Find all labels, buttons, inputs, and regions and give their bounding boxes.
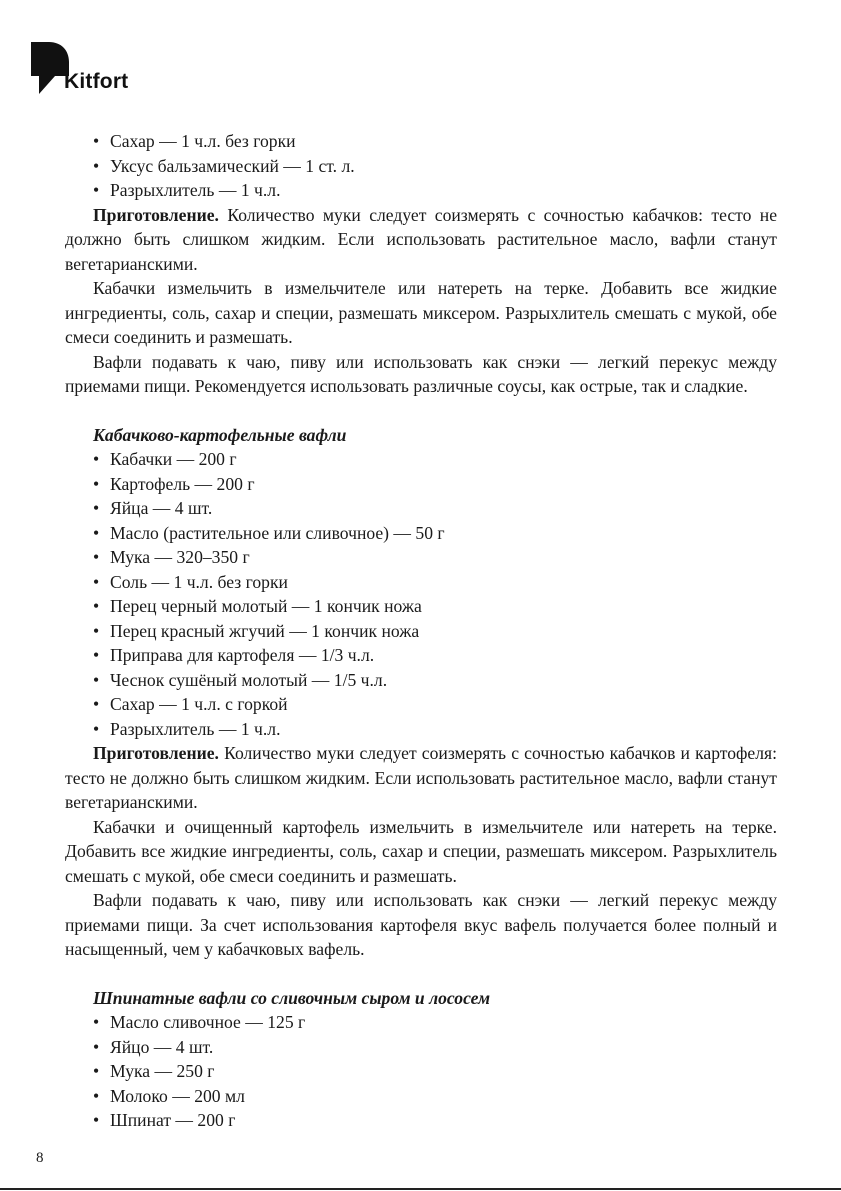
prep-label: Приготовление.: [93, 743, 219, 763]
paragraph: Кабачки и очищенный картофель измельчить в измельчителе или натереть на терке. Добавить все жидкие ингредиенты, соль, сахар и специи, размешать миксером. Разрыхлитель смешать с мукой, обе смеси соединить и размешать.: [65, 816, 777, 886]
recipe-title: Кабачково-картофельные вафли: [93, 424, 347, 445]
list-item: • Перец красный жгучий — 1 кончик ножа: [93, 620, 420, 641]
list-item: • Разрыхлитель — 1 ч.л.: [93, 718, 281, 739]
list-item: • Чеснок сушёный молотый — 1/5 ч.л.: [93, 669, 388, 690]
preparation-paragraph: Приготовление. Количество муки следует соизмерять с сочностью кабачков и картофеля: тесто не должно быть слишком жидким. Если использовать растительное масло, вафли станут вегетарианскими.: [65, 743, 777, 812]
list-item: • Соль — 1 ч.л. без горки: [93, 571, 288, 592]
list-item: • Уксус бальзамический — 1 ст. л.: [93, 155, 355, 176]
bottom-rule: [0, 1188, 841, 1190]
preparation-paragraph: Приготовление. Количество муки следует соизмерять с сочностью кабачков: тесто не должно быть слишком жидким. Если использовать растительное масло, вафли станут вегетарианскими.: [65, 204, 777, 274]
list-item: • Мука — 250 г: [93, 1061, 215, 1081]
page-number: 8: [36, 1150, 44, 1166]
list-item: • Сахар — 1 ч.л. с горкой: [93, 694, 288, 714]
list-item: • Масло сливочное — 125 г: [93, 1012, 306, 1032]
list-item: • Кабачки — 200 г: [93, 449, 237, 469]
document-body: [65, 129, 777, 1133]
recipe-title: Шпинатные вафли со сливочным сыром и лососем: [93, 987, 491, 1008]
list-item: • Молоко — 200 мл: [93, 1085, 245, 1106]
paragraph: Кабачки измельчить в измельчителе или натереть на терке. Добавить все жидкие ингредиенты, соль, сахар и специи, размешать миксером. Разрыхлитель смешать с мукой, обе смеси соединить и размешать.: [65, 278, 777, 347]
paragraph: Вафли подавать к чаю, пиву или использовать как снэки — легкий перекус между приемами пищи. Рекомендуется использовать различные соусы, как острые, так и сладкие.: [65, 351, 777, 396]
list-item: • Разрыхлитель — 1 ч.л.: [93, 180, 281, 200]
list-item: • Приправа для картофеля — 1/3 ч.л.: [93, 645, 375, 665]
list-item: • Яйца — 4 шт.: [93, 498, 213, 518]
prep-label: Приготовление.: [93, 204, 219, 225]
paragraph: Вафли подавать к чаю, пиву или использовать как снэки — легкий перекус между приемами пищи. За счет использования картофеля вкус вафель получается более полный и насыщенный, чем у кабачковых вафель.: [65, 890, 777, 959]
list-item: • Шпинат — 200 г: [93, 1110, 236, 1130]
list-item: • Картофель — 200 г: [93, 473, 255, 494]
list-item: • Мука — 320–350 г: [93, 547, 250, 567]
list-item: • Яйцо — 4 шт.: [93, 1036, 214, 1057]
logo-text: Kitfort: [64, 70, 129, 93]
list-item: • Масло (растительное или сливочное) — 50 г: [93, 522, 445, 543]
list-item: • Перец черный молотый — 1 кончик ножа: [93, 596, 422, 616]
list-item: • Сахар — 1 ч.л. без горки: [93, 131, 296, 151]
